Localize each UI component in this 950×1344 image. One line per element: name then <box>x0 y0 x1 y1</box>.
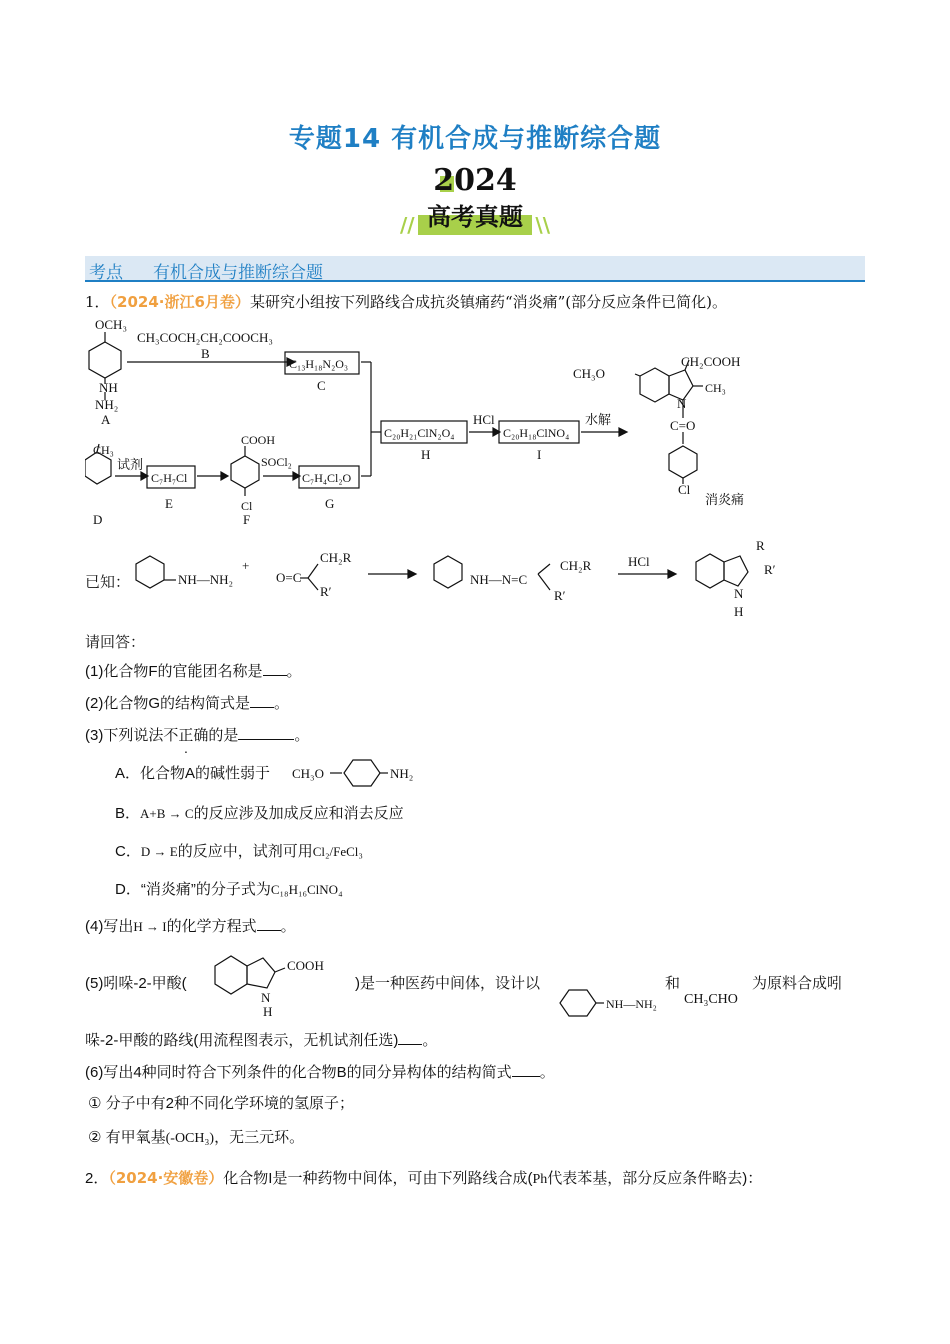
option-a <box>115 764 270 784</box>
q1-part3 <box>85 725 309 746</box>
hydrolysis-label: 水解 <box>585 412 612 427</box>
option-d <box>115 880 343 900</box>
option-b-tail: 的反应涉及加成反应和消去反应 <box>193 805 404 822</box>
known-h: H <box>734 604 744 619</box>
year-heading: 2024 <box>433 163 517 198</box>
part5-cooh: COOH <box>287 958 324 973</box>
option-d-text: D．“消炎痛”的分子式为 <box>115 881 271 898</box>
known-rprime: R′ <box>320 584 332 599</box>
part5-text: (5)吲哚-2-甲酸( <box>85 975 187 992</box>
option-c-letter: C． <box>115 843 141 860</box>
part4-chem: H → I <box>133 919 167 934</box>
part4-tail: 的化学方程式 <box>166 918 257 935</box>
part3-blank[interactable] <box>238 725 294 740</box>
A-label: A <box>101 412 111 427</box>
part5-h: H <box>263 1004 273 1018</box>
q2-ph: Ph <box>532 1172 548 1187</box>
known-ch2r: CH₂R <box>320 550 352 565</box>
q1-part4 <box>85 916 296 937</box>
socl2-label: SOCl₂ <box>261 455 292 469</box>
known-hcl: HCl <box>628 554 650 569</box>
condition-1: ① 分子中有2种不同化学环境的氢原子； <box>88 1095 354 1112</box>
exam-banner <box>400 203 550 237</box>
I-formula: C₂₀H₁₈ClNO₄ <box>503 426 570 440</box>
option-a-structure <box>292 756 432 790</box>
known-hydrazone: NH—N=C <box>470 572 528 587</box>
q1-stem-line <box>85 292 727 312</box>
product-carbonyl: C=O <box>670 418 696 433</box>
option-a-nh2: NH₂ <box>390 766 414 781</box>
part5-line2 <box>85 1030 437 1051</box>
q2-stem-a: 化合物I是一种药物中间体，可由下列路线合成( <box>223 1170 533 1187</box>
option-d-chem: C₁₈H₁₆ClNO₄ <box>270 882 343 897</box>
known-label: 已知： <box>85 573 131 591</box>
E-formula: C₇H₇Cl <box>151 471 188 485</box>
banner-label: 高考真题 <box>427 203 523 231</box>
q2-stem-line <box>85 1168 762 1190</box>
part2-text: (2)化合物G的结构简式是 <box>85 695 251 712</box>
synthesis-scheme <box>85 314 785 529</box>
part3-text-a: (3)下列说法 <box>85 727 164 744</box>
known-carbonyl: O=C <box>276 570 302 585</box>
part1-end: 。 <box>286 663 302 680</box>
reagent-label: 试剂 <box>117 457 144 472</box>
section-header <box>85 256 865 282</box>
part6-end: 。 <box>539 1064 555 1081</box>
part5-indole-structure <box>205 942 355 1018</box>
part5-acetaldehyde: CH₃CHO <box>684 992 738 1007</box>
option-c-mid: 的反应中，试剂可用 <box>177 843 313 860</box>
q1-stem: 某研究小组按下列路线合成抗炎镇痛药“消炎痛”(部分反应条件已简化)。 <box>249 293 727 311</box>
part5-nhnh2: NH—NH₂ <box>606 997 657 1011</box>
part1-text: (1)化合物F的官能团名称是 <box>85 663 263 680</box>
part3-text-c: 的是 <box>208 727 239 744</box>
product-chlorophenyl-ring <box>669 446 697 478</box>
product-cl: Cl <box>678 482 691 497</box>
I-label: I <box>537 447 542 462</box>
slash-decoration-left: // <box>400 213 415 237</box>
part5-line2-text: 哚-2-甲酸的路线(用流程图表示，无机试剂任选) <box>85 1032 399 1049</box>
H-formula: C₂₀H₂₁ClN₂O₄ <box>384 426 455 440</box>
B-formula: CH₃COCH₂CH₂COOCH₃ <box>137 330 273 345</box>
hcl-label: HCl <box>473 412 495 427</box>
section-kaodian: 考点 <box>89 263 123 283</box>
G-label: G <box>325 496 335 511</box>
known-reaction <box>130 540 830 622</box>
product-label: 消炎痛 <box>705 492 745 507</box>
condition-2-text: ② 有甲氧基 <box>88 1129 166 1146</box>
known-nh-nh2: NH—NH₂ <box>178 572 234 587</box>
part4-text: (4)写出 <box>85 918 134 935</box>
F-cooh: COOH <box>241 433 276 447</box>
B-label: B <box>201 346 210 361</box>
part5-n: N <box>261 990 271 1005</box>
q2-source: （2024·安徽卷） <box>108 1169 224 1187</box>
A-nh: NH <box>99 380 118 395</box>
part4-blank[interactable] <box>257 916 281 931</box>
G-formula: C₇H₄Cl₂O <box>302 471 352 485</box>
known-r: R <box>756 540 765 553</box>
part1-blank[interactable] <box>263 661 287 676</box>
part5-phenylhydrazine <box>556 986 676 1020</box>
H-label: H <box>421 447 431 462</box>
ring-A <box>89 342 121 378</box>
D-methyl: CH₃ <box>93 443 114 457</box>
part3-end: 。 <box>294 727 310 744</box>
product-methyl: CH₃ <box>705 381 726 395</box>
known-n: N <box>734 586 744 601</box>
option-c-chem: D → E <box>140 844 178 859</box>
q1-source: （2024·浙江6月卷） <box>109 293 250 311</box>
option-b-letter: B． <box>115 805 141 822</box>
part5-blank[interactable] <box>398 1030 422 1045</box>
condition-2 <box>88 1128 304 1149</box>
q1-part6 <box>85 1062 555 1083</box>
C-formula: C₁₃H₁₈N₂O₃ <box>289 357 349 371</box>
product-ch2cooh: CH₂COOH <box>681 354 741 369</box>
option-a-ch3o: CH₃O <box>292 766 324 781</box>
part6-text: (6)写出4种同时符合下列条件的化合物B的同分异构体的结构简式 <box>85 1064 512 1081</box>
option-a-text: A．化合物A的碱性弱于 <box>115 765 271 782</box>
option-c <box>115 842 363 862</box>
D-label: D <box>93 512 103 527</box>
C-label: C <box>317 378 326 393</box>
option-b <box>115 804 404 824</box>
A-nh2: NH₂ <box>95 397 119 412</box>
F-cl: Cl <box>241 499 253 513</box>
part5-mid: )是一种医药中间体，设计以 <box>355 975 540 992</box>
A-methoxy: OCH₃ <box>95 317 127 332</box>
q2-stem-b: 代表苯基，部分反应条件略去)： <box>547 1170 763 1187</box>
known-rprime-2: R′ <box>554 588 566 603</box>
part2-blank[interactable] <box>250 693 274 708</box>
q2-number: 2． <box>85 1170 109 1187</box>
product-n: N <box>677 396 687 411</box>
q1-part2 <box>85 693 289 714</box>
E-label: E <box>165 496 173 511</box>
part2-end: 。 <box>274 695 290 712</box>
condition-2-tail: ，无三元环。 <box>214 1129 305 1146</box>
option-c-chem2: Cl₂/FeCl₃ <box>312 844 363 859</box>
slash-decoration-right: \\ <box>535 213 550 237</box>
product-benzene-ring <box>640 368 669 402</box>
product-methoxy: CH₃O <box>573 366 605 381</box>
part6-blank[interactable] <box>512 1062 540 1077</box>
F-label: F <box>243 512 251 527</box>
q1-part1 <box>85 661 302 682</box>
part5-and: 和 <box>665 975 681 992</box>
section-name: 有机合成与推断综合题 <box>153 263 323 283</box>
part3-emphasis: 不正确 <box>163 727 209 744</box>
part5-end: 。 <box>422 1032 438 1049</box>
ring-F <box>231 456 259 488</box>
page-title: 专题14 有机合成与推断综合题 <box>288 124 662 154</box>
q1-prompt: 请回答： <box>85 633 146 651</box>
q1-number: 1． <box>85 293 110 311</box>
known-rprime-3: R′ <box>764 562 776 577</box>
condition-2-chem: (-OCH₃) <box>165 1131 215 1146</box>
part4-end: 。 <box>280 918 296 935</box>
part5-tail: 为原料合成吲 <box>752 975 843 992</box>
known-ch2r-2: CH₂R <box>560 558 592 573</box>
known-plus: + <box>242 558 250 573</box>
option-b-chem: A+B → C <box>140 806 194 821</box>
